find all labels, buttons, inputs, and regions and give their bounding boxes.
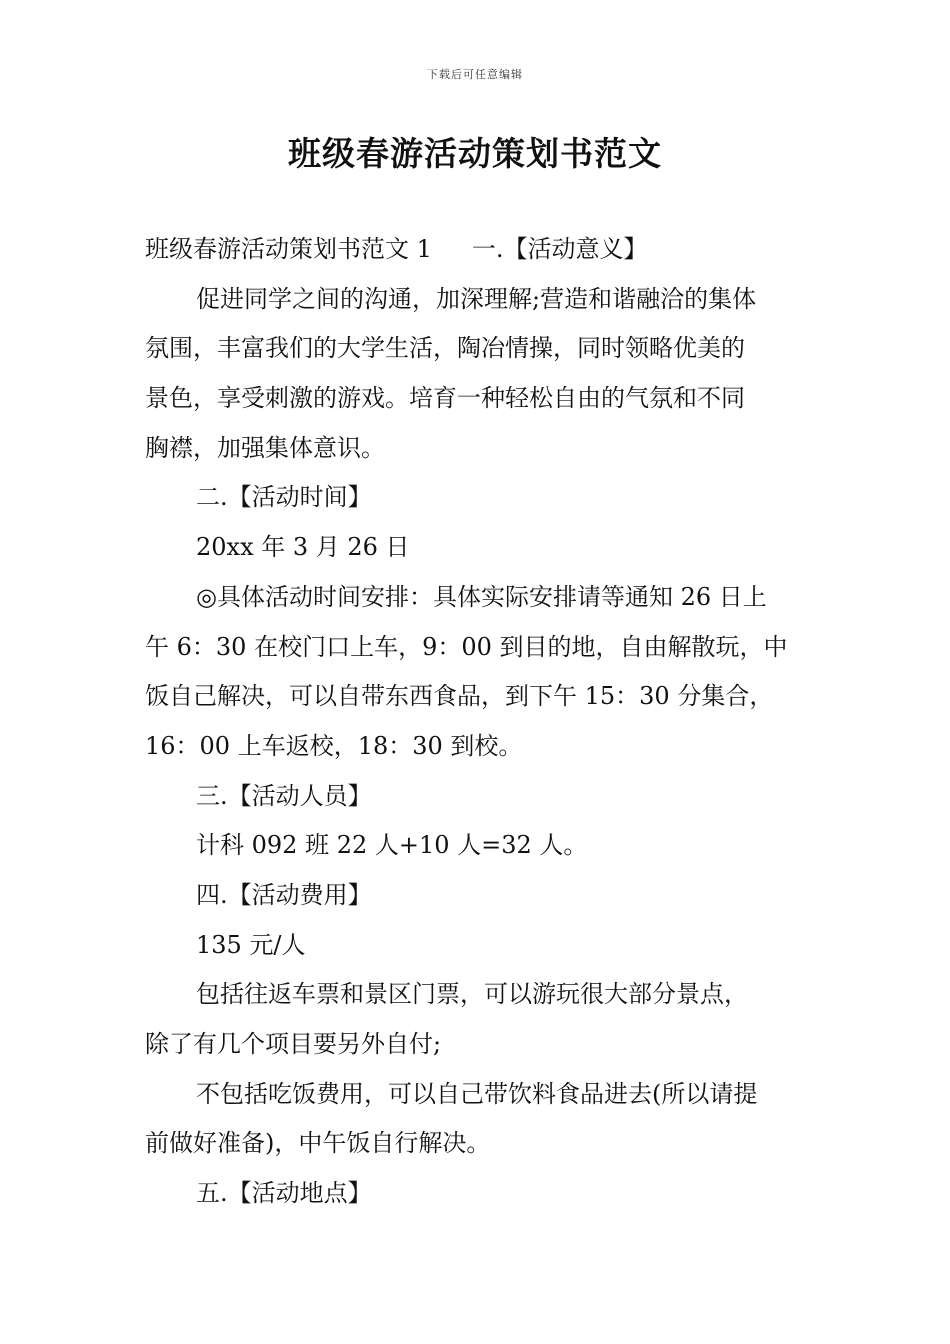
body-line-13: 计科 092 班 22 人+10 人=32 人。 xyxy=(196,831,588,860)
body-line-11: 16：00 上车返校，18：30 到校。 xyxy=(145,731,523,760)
body-line-9: 午 6：30 在校门口上车，9：00 到目的地，自由解散玩，中 xyxy=(145,632,788,661)
body-line-date: 20xx 年 3 月 26 日 xyxy=(196,533,410,562)
body-line-price: 135 元/人 xyxy=(196,930,306,959)
body-line-18: 不包括吃饭费用，可以自己带饮料食品进去(所以请提 xyxy=(196,1079,758,1108)
body-line-4: 景色，享受刺激的游戏。培育一种轻松自由的气氛和不同 xyxy=(145,384,745,413)
body-line-5: 胸襟，加强集体意识。 xyxy=(145,433,385,462)
body-line-2: 促进同学之间的沟通，加深理解;营造和谐融洽的集体 xyxy=(196,284,757,313)
page-header-note: 下载后可任意编辑 xyxy=(427,68,523,81)
section-heading-people: 三.【活动人员】 xyxy=(196,781,372,810)
section-heading-cost: 四.【活动费用】 xyxy=(196,880,372,909)
body-line-8: ◎具体活动时间安排：具体实际安排请等通知 26 日上 xyxy=(196,582,767,611)
section-heading-location: 五.【活动地点】 xyxy=(196,1179,372,1208)
document-title: 班级春游活动策划书范文 xyxy=(288,134,662,173)
section-heading-intro: 班级春游活动策划书范文 1 xyxy=(145,235,432,263)
section-heading-purpose: 一.【活动意义】 xyxy=(471,235,648,263)
body-line-19: 前做好准备)，中午饭自行解决。 xyxy=(145,1129,491,1158)
body-line-10: 饭自己解决，可以自带东西食品，到下午 15：30 分集合， xyxy=(145,682,774,711)
document-body xyxy=(145,225,825,1219)
body-line-1 xyxy=(145,225,825,275)
body-line-3: 氛围，丰富我们的大学生活，陶冶情操，同时领略优美的 xyxy=(145,334,745,363)
section-heading-time: 二.【活动时间】 xyxy=(196,483,372,512)
body-line-16: 包括往返车票和景区门票，可以游玩很大部分景点， xyxy=(196,980,748,1009)
body-line-17: 除了有几个项目要另外自付; xyxy=(145,1030,442,1058)
